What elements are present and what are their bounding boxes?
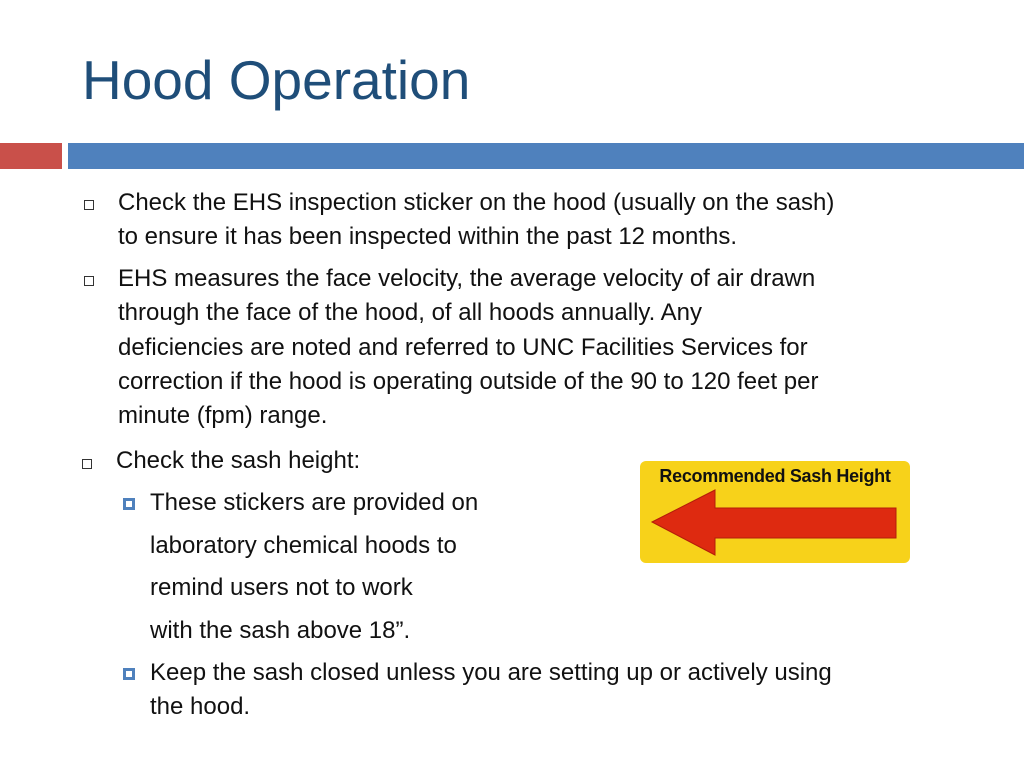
sticker-label: Recommended Sash Height — [659, 466, 891, 486]
sub-bullet-1-line-2: laboratory chemical hoods to — [150, 532, 457, 559]
slide-title: Hood Operation — [82, 49, 471, 111]
sub-bullet-1-line-1: These stickers are provided on — [150, 489, 479, 516]
sub-bullet-2-line-1: Keep the sash closed unless you are setting up or actively using — [150, 659, 832, 686]
bullet-2-line-1: EHS measures the face velocity, the average velocity of air drawn — [118, 265, 816, 292]
bullet-1-line-1: Check the EHS inspection sticker on the hood (usually on the sash) — [118, 189, 835, 216]
sub-bullet-1-line-4: with the sash above 18”. — [150, 617, 411, 644]
bullet-3-line-1: Check the sash height: — [116, 447, 361, 474]
sub-bullet-1-line-3: remind users not to work — [150, 574, 413, 601]
sub-bullet-2-line-2: the hood. — [150, 693, 251, 720]
sash-height-sticker — [640, 461, 910, 563]
bullet-2-line-2: through the face of the hood, of all hoods annually. Any — [118, 299, 702, 326]
bullet-icon — [84, 276, 94, 286]
left-arrow-icon — [640, 461, 910, 563]
sub-bullet-icon — [123, 498, 135, 510]
bullet-2-line-5: minute (fpm) range. — [118, 402, 328, 429]
sub-bullet-icon — [123, 668, 135, 680]
bullet-icon — [82, 459, 92, 469]
bullet-2-line-3: deficiencies are noted and referred to UNC Facilities Services for — [118, 334, 808, 361]
bullet-icon — [84, 200, 94, 210]
bullet-1-line-2: to ensure it has been inspected within the past 12 months. — [118, 223, 738, 250]
bullet-2-line-4: correction if the hood is operating outside of the 90 to 120 feet per — [118, 368, 819, 395]
